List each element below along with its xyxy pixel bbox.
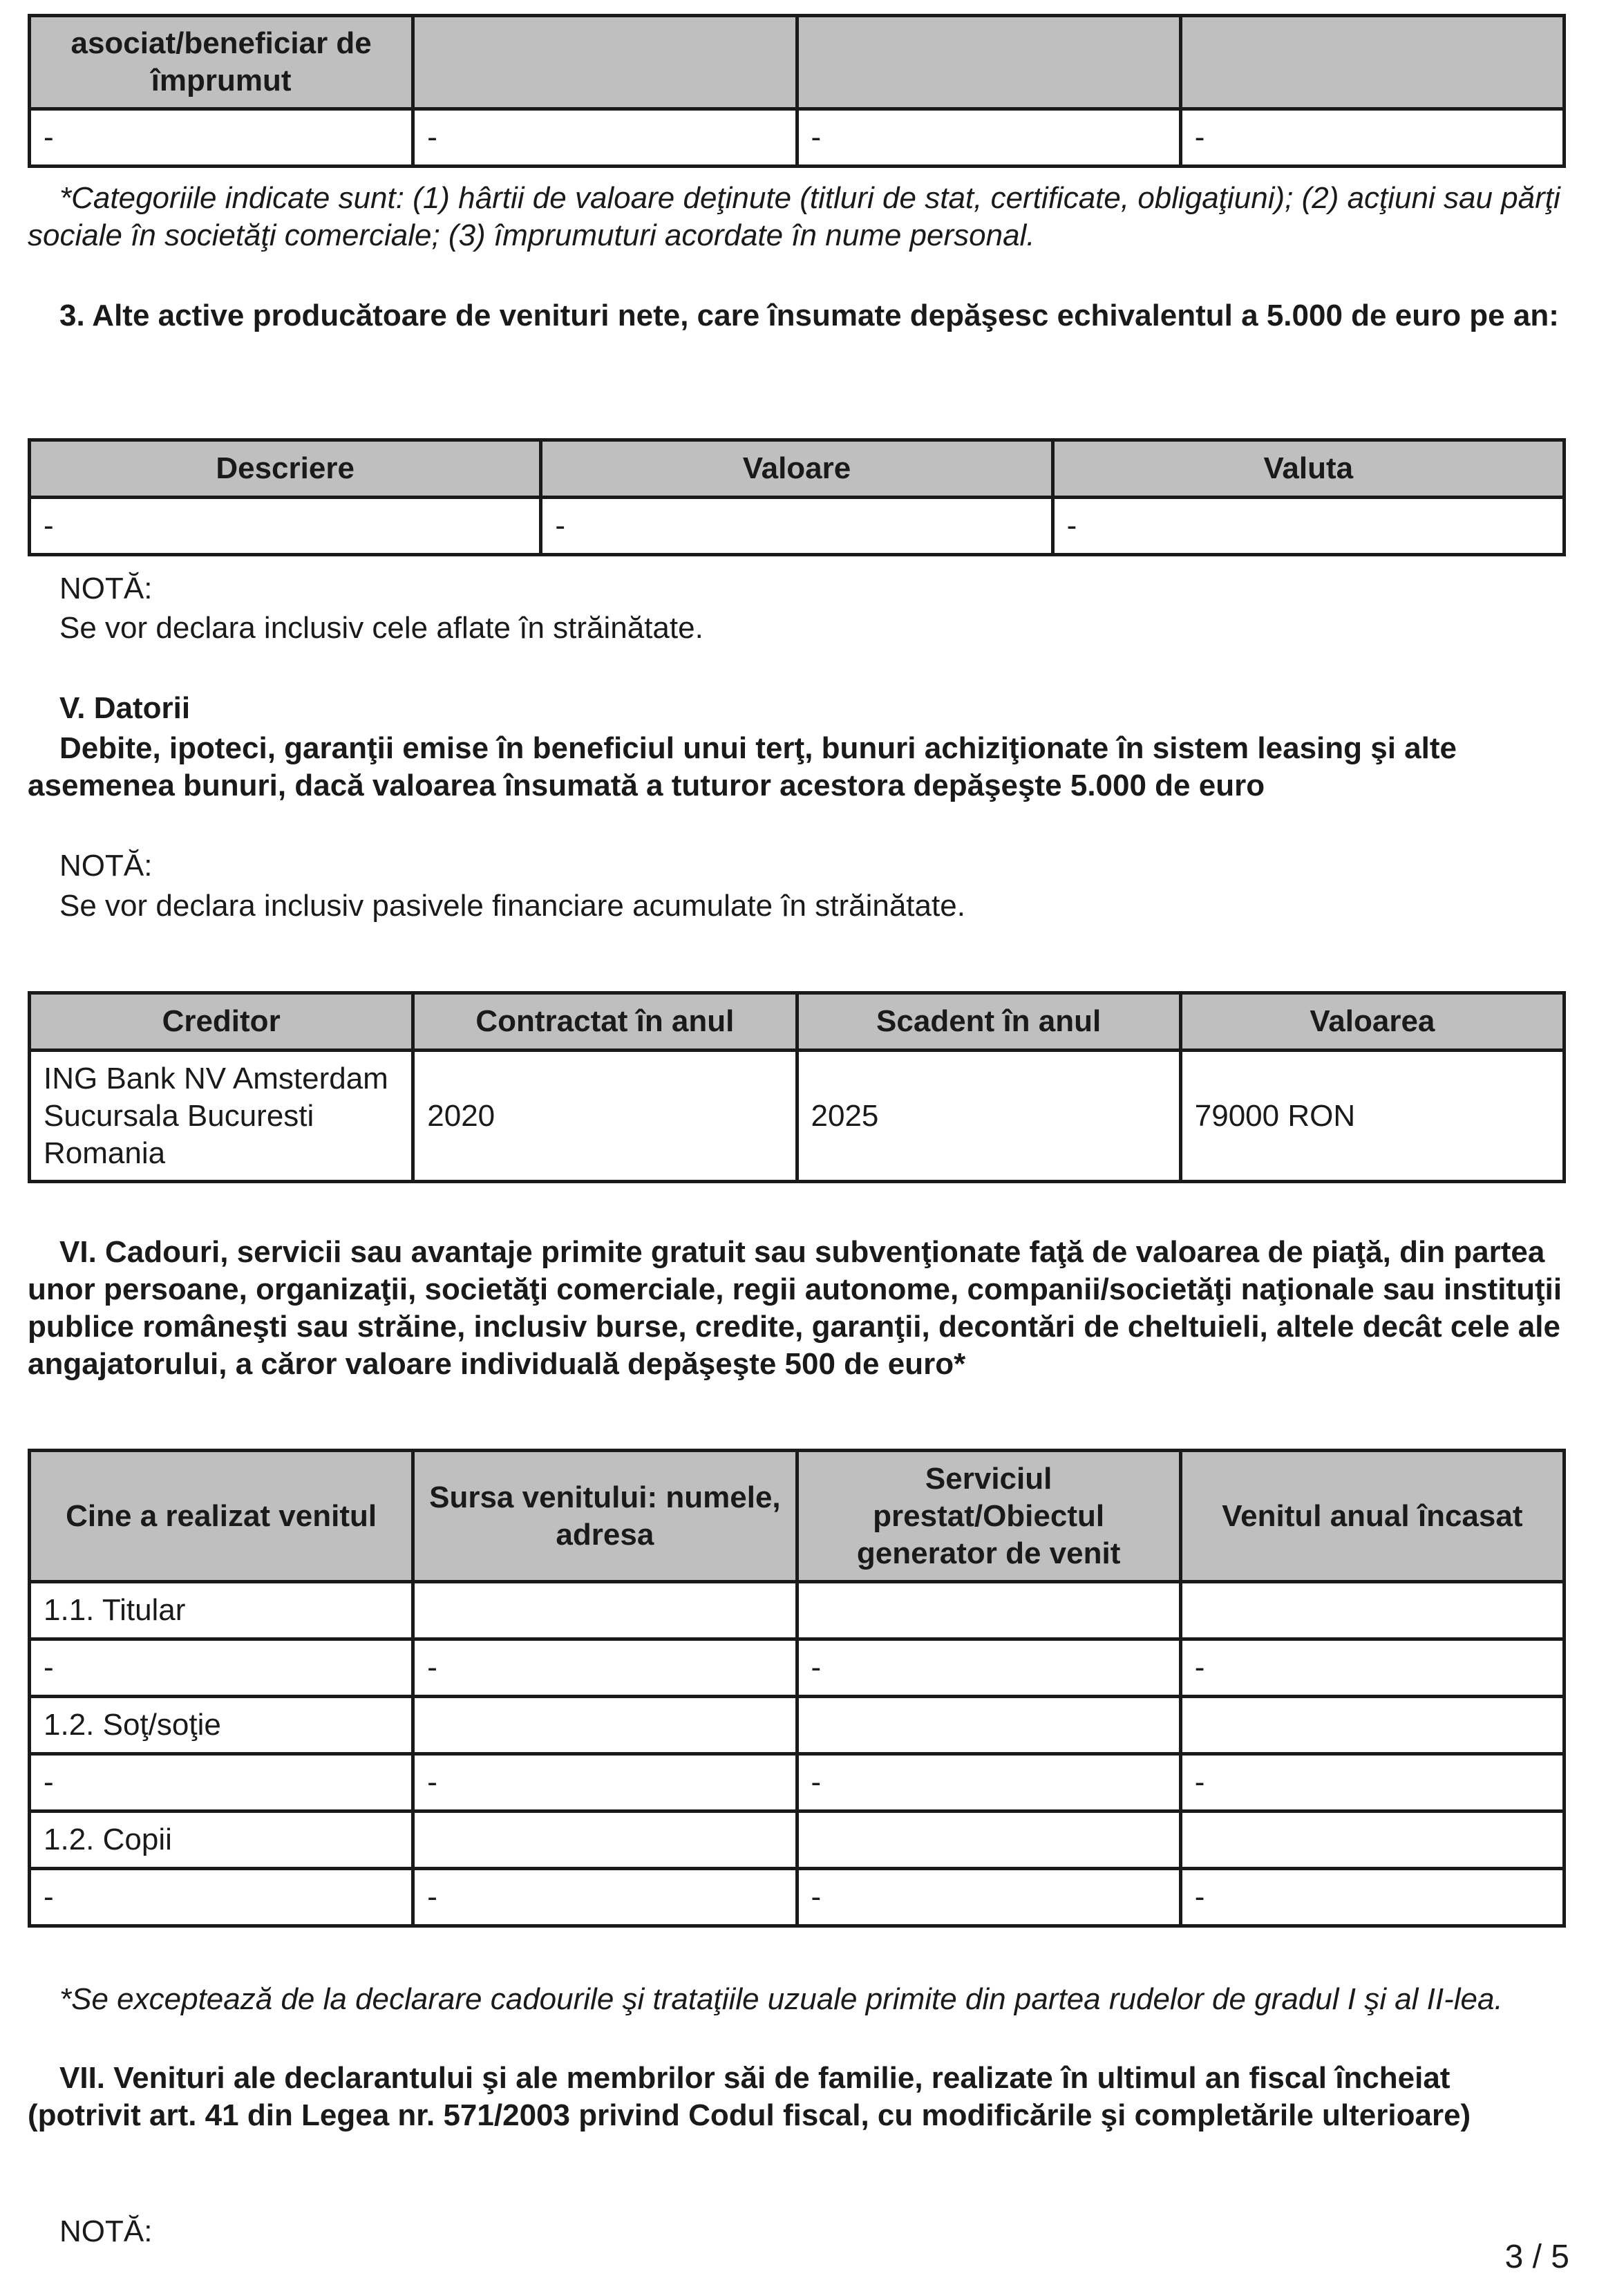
table-cell: -	[413, 109, 797, 167]
table-cell: -	[1052, 498, 1564, 555]
page-number: 3 / 5	[1504, 2239, 1569, 2275]
table-cell: -	[797, 1869, 1180, 1926]
table-header-cell: Creditor	[30, 993, 413, 1051]
table-header-cell: Valoarea	[1180, 993, 1564, 1051]
table-cell: -	[30, 109, 413, 167]
table-header-row	[30, 1451, 1565, 1582]
table-cell	[1180, 1582, 1564, 1639]
table-cell	[797, 1812, 1180, 1869]
section-5-title: V. Datorii	[59, 691, 191, 725]
table-header-row	[30, 993, 1565, 1051]
table-cell	[1180, 1697, 1564, 1754]
nota-label: NOTĂ:	[59, 572, 153, 605]
table-row	[30, 498, 1565, 555]
table-row	[30, 1754, 1565, 1812]
table-group-row	[30, 1582, 1565, 1639]
table-group-label: 1.1. Titular	[30, 1582, 413, 1639]
table-header-cell	[1180, 16, 1564, 109]
table-header-cell: Descriere	[30, 440, 541, 498]
table-row	[30, 109, 1565, 167]
table-cell: 2025	[797, 1051, 1180, 1182]
debts-table	[28, 991, 1566, 1183]
nota-label: NOTĂ:	[59, 2214, 153, 2248]
table-cell: 2020	[413, 1051, 797, 1182]
table-cell	[1180, 1812, 1564, 1869]
table-cell: ING Bank NV Amsterdam Sucursala Bucuresti Romania	[30, 1051, 413, 1182]
table-cell: -	[413, 1639, 797, 1697]
footnote-gifts: *Se exceptează de la declarare cadourile şi trataţiile uzuale primite din partea rudelor de gradul I şi al II-lea.	[59, 1982, 1503, 2016]
table-cell: -	[30, 1754, 413, 1812]
table-row	[30, 1051, 1565, 1182]
table-cell: -	[1180, 1754, 1564, 1812]
table-cell	[413, 1582, 797, 1639]
section-3-title: 3. Alte active producătoare de venituri nete, care însumate depăşesc echivalentul a 5.000 de euro pe an:	[59, 299, 1559, 332]
nota-label: NOTĂ:	[59, 849, 153, 883]
table-header-cell: Serviciul prestat/Obiectul generator de venit	[797, 1451, 1180, 1582]
section-7-title: VII. Venituri ale declarantului şi ale membrilor săi de familie, realizate în ultimul an fiscal încheiat (potrivit art. 41 din Legea nr. 571/2003 privind Codul fiscal, cu modificările şi completările ulterioare)	[28, 2061, 1471, 2132]
table-cell: -	[797, 1754, 1180, 1812]
section-6-title: VI. Cadouri, servicii sau avantaje primite gratuit sau subvenţionate faţă de valoarea de piaţă, din partea unor persoane, organizaţii, societăţi comerciale, regii autonome, companii/societăţi naţionale sau instituţii publice româneşti sau străine, inclusiv burse, credite, garanţii, decontări de cheltuieli, altele decât cele ale angajatorului, a căror valoare individuală depăşeşte 500 de euro*	[28, 1235, 1562, 1381]
loans-table	[28, 14, 1566, 168]
section-5-description: Debite, ipoteci, garanţii emise în beneficiul unui terţ, bunuri achiziţionate în sistem leasing şi alte asemenea bunuri, dacă valoarea însumată a tuturor acestora depăşeşte 5.000 de euro	[28, 731, 1457, 802]
footnote-categories: *Categoriile indicate sunt: (1) hârtii de valoare deţinute (titluri de stat, certificate, obligaţiuni); (2) acţiuni sau părţi sociale în societăţi comerciale; (3) împrumuturi acordate în nume personal.	[28, 181, 1560, 252]
table-group-row	[30, 1697, 1565, 1754]
table-cell: -	[30, 1869, 413, 1926]
table-header-cell: Cine a realizat venitul	[30, 1451, 413, 1582]
table-cell: -	[413, 1869, 797, 1926]
table-header-cell: Valoare	[541, 440, 1052, 498]
table-cell: -	[797, 109, 1180, 167]
gifts-table	[28, 1449, 1566, 1928]
table-header-cell: Scadent în anul	[797, 993, 1180, 1051]
table-cell	[797, 1697, 1180, 1754]
table-row	[30, 1869, 1565, 1926]
table-cell: -	[1180, 109, 1564, 167]
table-row	[30, 1639, 1565, 1697]
table-group-label: 1.2. Copii	[30, 1812, 413, 1869]
table-cell: -	[1180, 1639, 1564, 1697]
table-cell: 79000 RON	[1180, 1051, 1564, 1182]
table-cell: -	[1180, 1869, 1564, 1926]
table-header-cell	[413, 16, 797, 109]
table-group-row	[30, 1812, 1565, 1869]
table-cell: -	[413, 1754, 797, 1812]
table-header-row	[30, 440, 1565, 498]
nota-text: Se vor declara inclusiv cele aflate în străinătate.	[59, 611, 703, 645]
table-cell	[413, 1697, 797, 1754]
nota-text: Se vor declara inclusiv pasivele financiare acumulate în străinătate.	[59, 889, 965, 923]
table-header-cell: Valuta	[1052, 440, 1564, 498]
table-cell: -	[30, 1639, 413, 1697]
table-cell	[413, 1812, 797, 1869]
table-header-cell: Sursa venitului: numele, adresa	[413, 1451, 797, 1582]
table-header-cell: asociat/beneficiar de împrumut	[30, 16, 413, 109]
table-cell: -	[797, 1639, 1180, 1697]
table-cell	[797, 1582, 1180, 1639]
table-header-row	[30, 16, 1565, 109]
table-cell: -	[541, 498, 1052, 555]
other-assets-table	[28, 438, 1566, 556]
table-header-cell: Venitul anual încasat	[1180, 1451, 1564, 1582]
table-header-cell: Contractat în anul	[413, 993, 797, 1051]
table-header-cell	[797, 16, 1180, 109]
table-group-label: 1.2. Soţ/soţie	[30, 1697, 413, 1754]
table-cell: -	[30, 498, 541, 555]
